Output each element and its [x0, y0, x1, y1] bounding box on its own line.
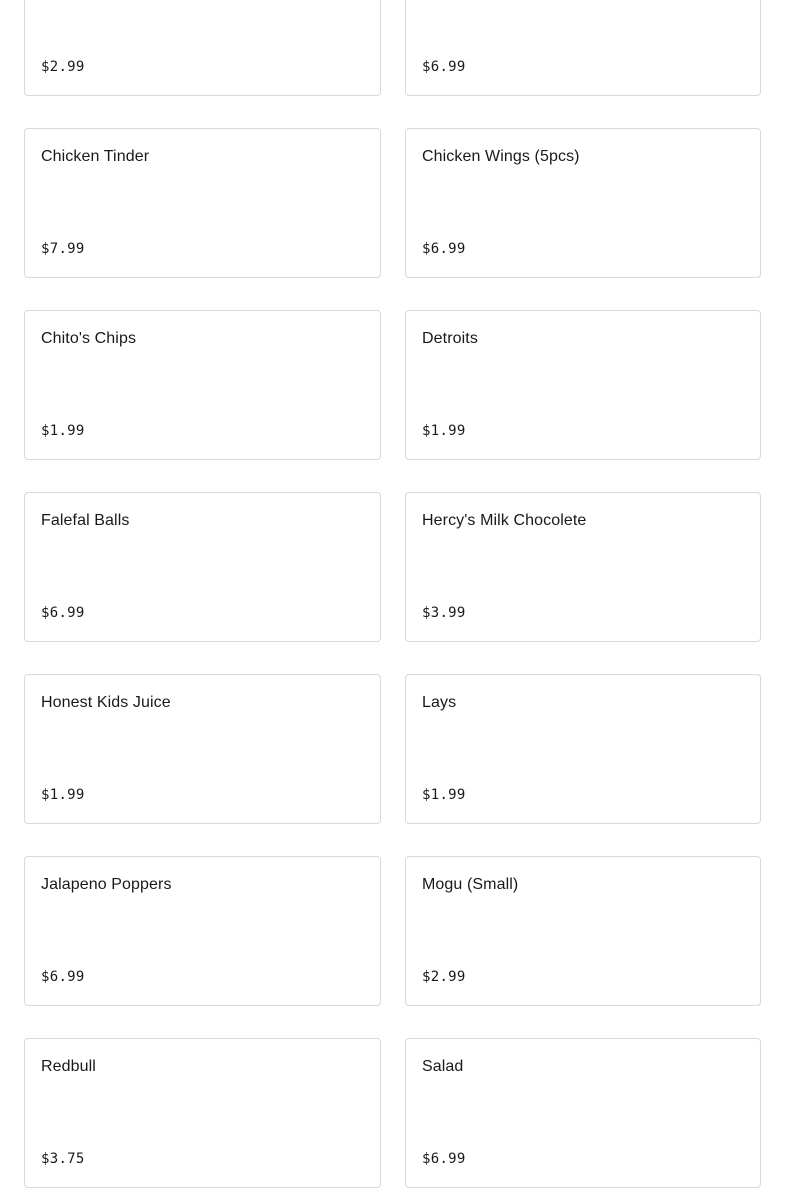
menu-item-price: $3.99 [422, 605, 466, 621]
menu-item-name: Falefal Balls [41, 512, 130, 529]
menu-item-name: Chicken Tinder [41, 148, 150, 165]
menu-item-card[interactable] [405, 310, 761, 460]
menu-item-name: Salad [422, 1058, 464, 1075]
menu-item-card[interactable] [24, 310, 381, 460]
menu-item-name: Jalapeno Poppers [41, 876, 172, 893]
menu-item-card[interactable] [24, 128, 381, 278]
menu-item-price: $6.99 [422, 59, 466, 75]
menu-item-price: $2.99 [41, 59, 85, 75]
menu-item-name: Honest Kids Juice [41, 694, 171, 711]
menu-item-price: $1.99 [41, 787, 85, 803]
menu-item-name: Redbull [41, 1058, 96, 1075]
menu-item-price: $6.99 [41, 605, 85, 621]
menu-item-name: Lays [422, 694, 457, 711]
menu-item-card[interactable] [405, 492, 761, 642]
menu-item-card[interactable] [24, 674, 381, 824]
menu-item-card[interactable] [405, 1038, 761, 1188]
menu-item-price: $3.75 [41, 1151, 85, 1167]
menu-item-card[interactable] [24, 0, 381, 96]
menu-item-card[interactable] [405, 674, 761, 824]
menu-item-price: $1.99 [422, 787, 466, 803]
menu-item-card[interactable] [405, 0, 761, 96]
menu-item-price: $6.99 [422, 1151, 466, 1167]
menu-item-price: $1.99 [41, 423, 85, 439]
menu-item-name: Chicken Wings (5pcs) [422, 148, 580, 165]
menu-item-price: $6.99 [422, 241, 466, 257]
menu-item-price: $7.99 [41, 241, 85, 257]
menu-item-name: Mogu (Small) [422, 876, 519, 893]
menu-item-card[interactable] [24, 492, 381, 642]
menu-item-name: Detroits [422, 330, 478, 347]
menu-item-price: $1.99 [422, 423, 466, 439]
menu-item-name: Chito's Chips [41, 330, 137, 347]
menu-item-card[interactable] [24, 856, 381, 1006]
menu-item-card[interactable] [405, 128, 761, 278]
menu-item-price: $2.99 [422, 969, 466, 985]
menu-item-card[interactable] [405, 856, 761, 1006]
menu-item-name: Hercy's Milk Chocolete [422, 512, 587, 529]
menu-item-card[interactable] [24, 1038, 381, 1188]
menu-item-price: $6.99 [41, 969, 85, 985]
menu-item-grid [24, 0, 761, 1188]
